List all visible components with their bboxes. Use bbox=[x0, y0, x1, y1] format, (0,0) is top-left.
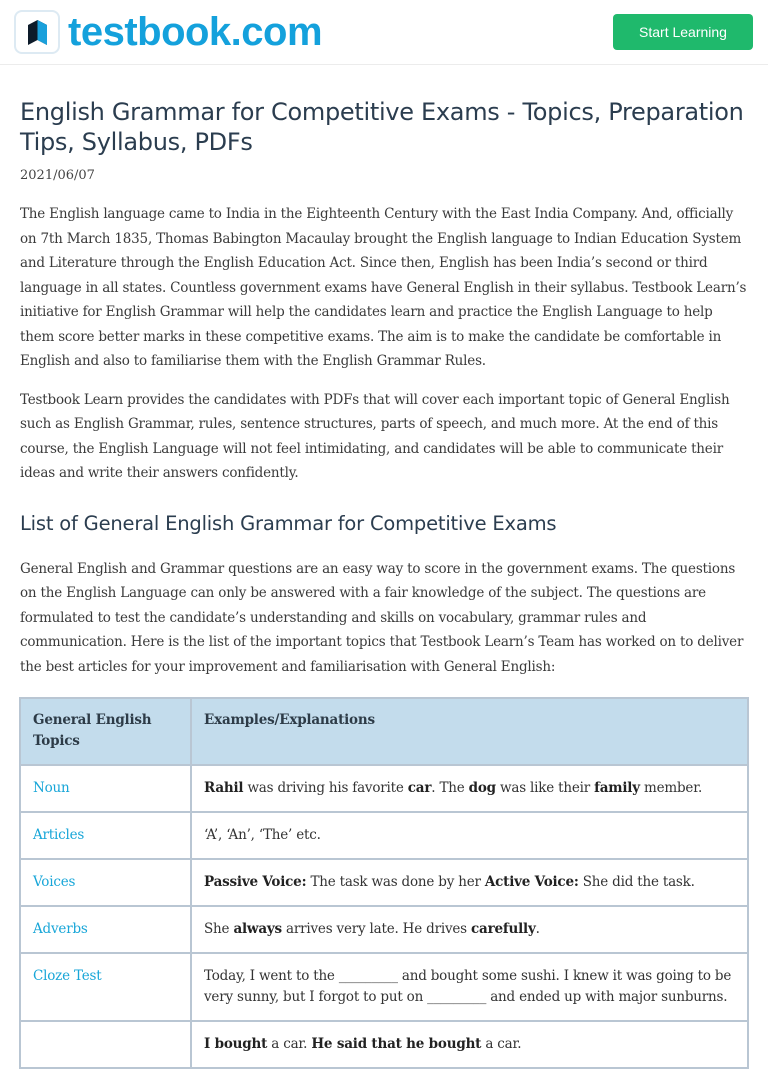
example-text: was like their bbox=[495, 780, 595, 796]
section-paragraph: General English and Grammar questions are an easy way to score in the government exams. The questions on the English Language can only be answered with a fair knowledge of the subject. The questions are formulated to test the candidate’s understanding and skills on vocabulary, grammar rules and communication. Here is the list of the important topics that Testbook Learn’s Team has worked on to deliver the best articles for your improvement and familiarisation with General English: bbox=[20, 560, 744, 675]
example-text: ‘A’, ‘An’, ‘The’ etc. bbox=[204, 827, 321, 843]
example-text: arrives very late. He drives bbox=[281, 921, 471, 937]
topic-cell bbox=[20, 812, 191, 859]
table-body bbox=[20, 765, 748, 1068]
topic-cell bbox=[20, 1021, 191, 1068]
site-header bbox=[0, 0, 768, 65]
example-text: The task was done by her bbox=[306, 874, 485, 890]
table-row bbox=[20, 953, 748, 1021]
example-text: a car. bbox=[267, 1036, 312, 1052]
example-cell bbox=[191, 859, 748, 906]
grammar-topics-table bbox=[19, 697, 749, 1069]
topic-cell bbox=[20, 953, 191, 1021]
example-cell bbox=[191, 812, 748, 859]
table-row bbox=[20, 859, 748, 906]
topic-cell bbox=[20, 765, 191, 812]
table-row bbox=[20, 765, 748, 812]
example-emphasis: always bbox=[233, 921, 282, 937]
publish-date: 2021/06/07 bbox=[20, 168, 95, 183]
start-learning-button[interactable]: Start Learning bbox=[613, 14, 753, 50]
article bbox=[20, 97, 750, 679]
example-text: a car. bbox=[481, 1036, 522, 1052]
intro-paragraph-2: Testbook Learn provides the candidates with PDFs that will cover each important topic of General English such as English Grammar, rules, sentence structures, parts of speech, and much more. At the end of this course, the English Language will not feel intimidating, and candidates will be able to communicate their ideas and write their answers confidently. bbox=[20, 391, 730, 481]
intro-paragraph-1: The English language came to India in the Eighteenth Century with the East India Company. And, officially on 7th March 1835, Thomas Babington Macaulay brought the English language to Indian Education System and Literature through the English Education Act. Since then, English has been India’s second or third language in all states. Countless government exams have General English in their syllabus. Testbook Learn’s initiative for English Grammar will help the candidates learn and practice the English Language to help them score better marks in these competitive exams. The aim is to make the candidate be comfortable in English and also to familiarise them with the English Grammar Rules. bbox=[20, 206, 747, 369]
example-text: was driving his favorite bbox=[243, 780, 408, 796]
example-text: member. bbox=[639, 780, 703, 796]
example-text: . bbox=[535, 921, 540, 937]
example-cell bbox=[191, 906, 748, 953]
table-row bbox=[20, 812, 748, 859]
example-emphasis: He said that he bought bbox=[311, 1036, 482, 1052]
example-emphasis: Rahil bbox=[204, 780, 244, 796]
header-examples: Examples/Explanations bbox=[191, 698, 748, 765]
example-text: Today, I went to the _________ and bought some sushi. I knew it was going to be very sunny, but I forgot to put on _________ and ended up with major sunburns. bbox=[204, 968, 732, 1005]
topic-link[interactable]: Adverbs bbox=[33, 921, 88, 937]
topic-link[interactable]: Voices bbox=[33, 874, 76, 890]
table-row bbox=[20, 1021, 748, 1068]
section-heading: List of General English Grammar for Competitive Exams bbox=[20, 511, 557, 535]
example-text: She bbox=[204, 921, 234, 937]
example-emphasis: Passive Voice: bbox=[204, 874, 307, 890]
example-emphasis: family bbox=[594, 780, 640, 796]
example-cell bbox=[191, 765, 748, 812]
header-topics: General English Topics bbox=[20, 698, 191, 765]
testbook-logo-icon[interactable] bbox=[14, 10, 60, 54]
logo-wordmark[interactable]: testbook.com bbox=[68, 10, 323, 54]
example-text: . The bbox=[431, 780, 469, 796]
table-header-row bbox=[20, 698, 748, 765]
example-emphasis: Active Voice: bbox=[484, 874, 579, 890]
example-emphasis: carefully bbox=[471, 921, 536, 937]
topic-link[interactable]: Articles bbox=[33, 827, 85, 843]
topic-cell bbox=[20, 906, 191, 953]
page-title: English Grammar for Competitive Exams - Topics, Preparation Tips, Syllabus, PDFs bbox=[20, 98, 744, 156]
topic-cell bbox=[20, 859, 191, 906]
example-emphasis: I bought bbox=[204, 1036, 268, 1052]
example-emphasis: car bbox=[407, 780, 432, 796]
topic-link[interactable]: Noun bbox=[33, 780, 70, 796]
topic-link[interactable]: Cloze Test bbox=[33, 968, 102, 984]
example-cell bbox=[191, 953, 748, 1021]
example-emphasis: dog bbox=[468, 780, 496, 796]
table-row bbox=[20, 906, 748, 953]
example-cell bbox=[191, 1021, 748, 1068]
example-text: She did the task. bbox=[578, 874, 695, 890]
